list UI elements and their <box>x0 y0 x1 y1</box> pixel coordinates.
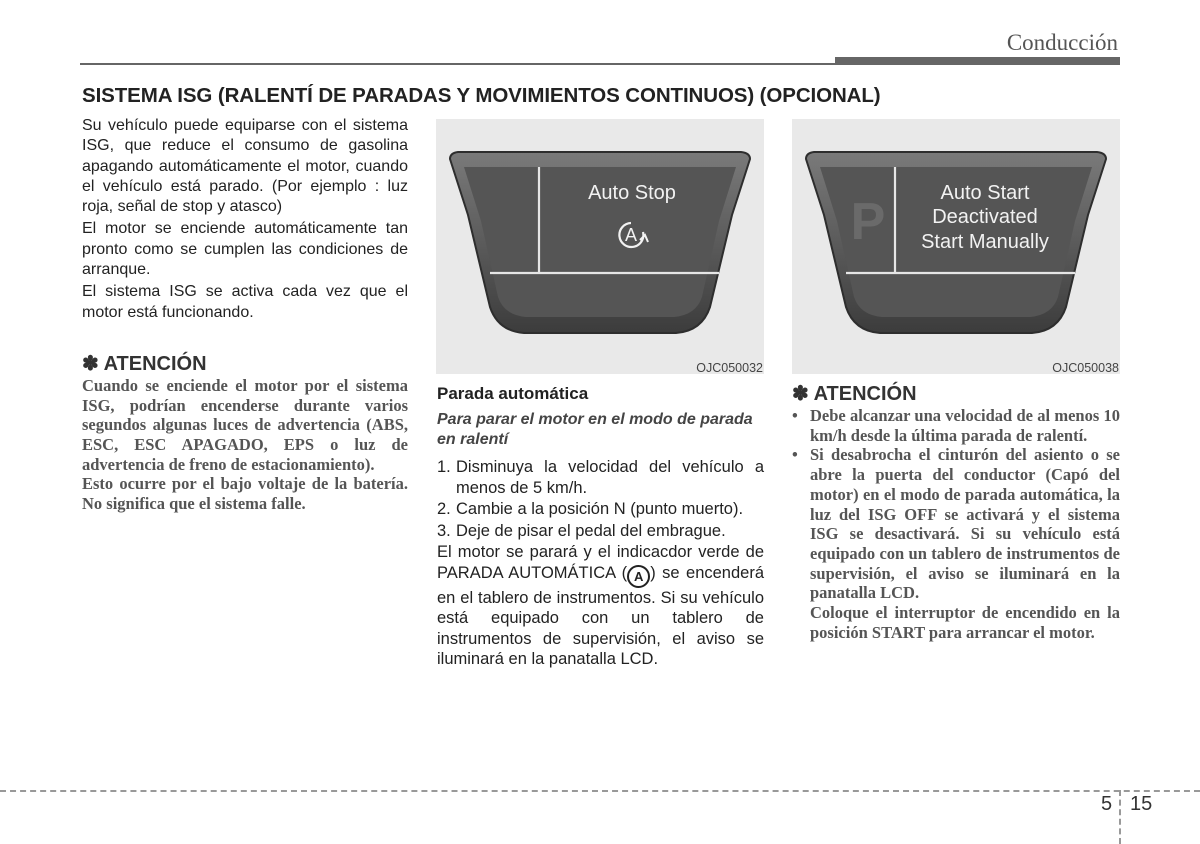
bullet-text: Si desabrocha el cinturón del asiento o se abre la puerta del conductor (Capó del motor) en el modo de parada automática, la luz del ISG OFF se activará y el sistema ISG se desactivará. Si su vehículo está equipado con un tablero de instrumentos de supervisión, el aviso se iluminará en la panatalla LCD. <box>810 445 1120 603</box>
left-column <box>82 116 408 514</box>
figure-auto-start-deactivated <box>792 119 1120 374</box>
cluster-display-start-manually <box>792 119 1120 374</box>
step-item <box>437 499 764 520</box>
page-number: 15 <box>1130 793 1153 815</box>
auto-stop-paragraph: El motor se parará y el indicacdor verde de PARADA AUTOMÁTICA ( A ) se encenderá en el tablero de instrumentos. Si su vehículo está equipado con un tablero de instrumentos de supervisión, el aviso se iluminará en la panatalla LCD. <box>437 543 764 668</box>
figure-caption: OJC050032 <box>696 361 763 375</box>
attention-text: Cuando se enciende el motor por el sistema ISG, podrían encenderse durante varios segundos algunas luces de advertencia (ABS, ESC, ESC APAGADO, EPS o luz de advertencia de freno de estacionamiento). <box>82 375 408 474</box>
auto-stop-subheading: Para parar el motor en el modo de parada en ralentí <box>437 411 753 448</box>
cluster-display-auto-stop <box>436 119 764 374</box>
attention-title: ATENCIÓN <box>103 352 207 375</box>
section-title: SISTEMA ISG (RALENTÍ DE PARADAS Y MOVIMIENTOS CONTINUOS) (OPCIONAL) <box>82 84 881 107</box>
figure-auto-stop <box>436 119 764 374</box>
attention-heading <box>82 351 408 376</box>
header-rule <box>80 63 835 65</box>
attention-bullet <box>792 445 1120 603</box>
svg-text:A: A <box>624 225 638 245</box>
display-line-1: Auto Start <box>940 182 1030 204</box>
intro-paragraph: Su vehículo puede equiparse con el sistema ISG, que reduce el consumo de gasolina apagando automáticamente el motor, cuando el vehículo está parado. (Por ejemplo : luz roja, señal de stop y atasco) <box>82 117 408 216</box>
step-number: 3. <box>437 521 451 540</box>
bullet-icon: • <box>792 445 798 465</box>
intro-paragraph: El sistema ISG se activa cada vez que el motor está funcionando. <box>82 283 408 321</box>
bullet-icon: • <box>792 406 798 425</box>
chapter-title: Conducción <box>1006 30 1118 55</box>
attention-star-icon: ✽ <box>82 352 99 375</box>
attention-text: Esto ocurre por el bajo voltaje de la batería. No significa que el sistema falle. <box>82 474 408 514</box>
ghost-p-letter: P <box>850 193 886 251</box>
page-number-divider <box>1119 790 1121 844</box>
attention-heading <box>792 381 1120 406</box>
footer-divider <box>0 790 1200 792</box>
step-number: 1. <box>437 458 451 476</box>
step-item <box>437 521 764 542</box>
right-column <box>792 381 1120 642</box>
figure-caption: OJC050038 <box>1052 361 1119 375</box>
step-text: Cambie a la posición N (punto muerto). <box>456 500 744 518</box>
attention-bullet <box>792 406 1120 445</box>
auto-stop-indicator-icon: A <box>627 565 650 588</box>
display-line-2: Deactivated <box>932 206 1038 228</box>
middle-column <box>437 384 764 670</box>
step-number: 2. <box>437 500 451 518</box>
display-line-3: Start Manually <box>921 231 1049 253</box>
display-auto-stop-text: Auto Stop <box>588 182 676 204</box>
step-text: Disminuya la velocidad del vehículo a menos de 5 km/h. <box>456 458 764 497</box>
step-text: Deje de pisar el pedal del embrague. <box>456 521 726 540</box>
attention-star-icon: ✽ <box>792 383 809 405</box>
attention-final <box>792 603 1120 642</box>
chapter-number: 5 <box>1101 793 1113 815</box>
step-item <box>437 457 764 498</box>
auto-stop-heading: Parada automática <box>437 384 589 403</box>
final-text: Coloque el interruptor de encendido en la posición START para arrancar el motor. <box>810 603 1120 642</box>
bullet-text: Debe alcanzar una velocidad de al menos 10 km/h desde la última parada de ralentí. <box>810 406 1120 445</box>
intro-paragraph: El motor se enciende automáticamente tan pronto como se cumplen las condiciones de arranque. <box>82 220 408 279</box>
attention-title: ATENCIÓN <box>813 383 917 405</box>
header-rule-thick <box>835 57 1120 65</box>
